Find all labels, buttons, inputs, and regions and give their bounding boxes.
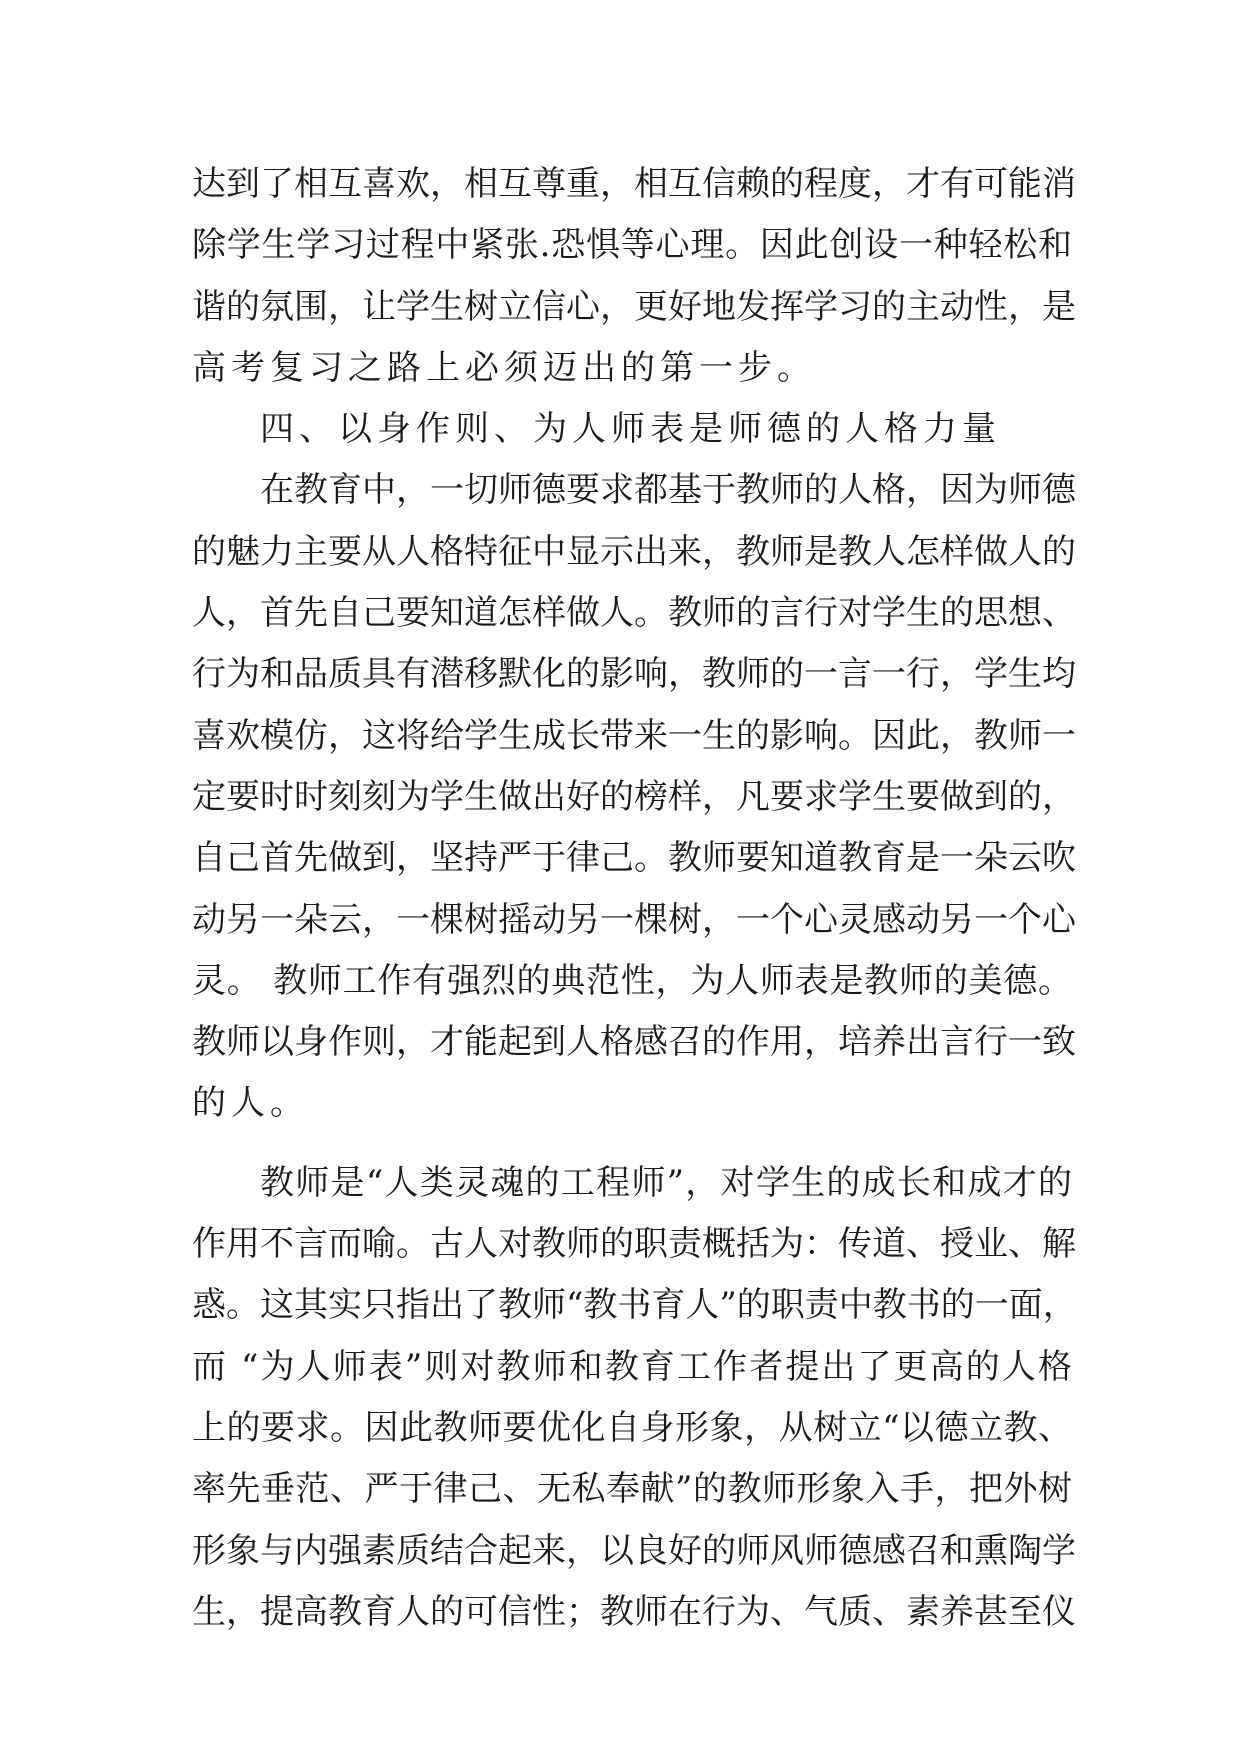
text-line: 的魅力主要从人格特征中显示出来，教师是教人怎样做人的	[192, 531, 1076, 572]
text-line: 上的要求。因此教师要优化自身形象，从树立“以德立教、	[192, 1407, 1072, 1448]
text-line: 谐的氛围，让学生树立信心，更好地发挥学习的主动性，是	[192, 286, 1076, 327]
section-heading: 四、以身作则、为人师表是师德的人格力量	[260, 409, 1001, 450]
text-line: 率先垂范、严于律己、无私奉献”的教师形象入手，把外树	[192, 1469, 1072, 1510]
text-line: 在教育中，一切师德要求都基于教师的人格，因为师德	[260, 470, 1076, 511]
text-line: 形象与内强素质结合起来，以良好的师风师德感召和熏陶学	[192, 1530, 1076, 1571]
text-line: 作用不言而喻。古人对教师的职责概括为：传道、授业、解	[192, 1224, 1076, 1265]
text-line: 喜欢模仿，这将给学生成长带来一生的影响。因此，教师一	[192, 715, 1076, 756]
text-line: 教师是“人类灵魂的工程师”，对学生的成长和成才的	[260, 1162, 1072, 1203]
text-line: 灵。 教师工作有强烈的典范性，为人师表是教师的美德。	[192, 960, 1072, 1001]
text-line: 的人。	[192, 1083, 309, 1124]
text-line: 定要时时刻刻为学生做出好的榜样，凡要求学生要做到的，	[192, 776, 1076, 817]
text-line: 生，提高教育人的可信性；教师在行为、气质、素养甚至仪	[192, 1591, 1076, 1632]
text-line: 行为和品质具有潜移默化的影响，教师的一言一行，学生均	[192, 654, 1076, 695]
text-line: 达到了相互喜欢，相互尊重，相互信赖的程度，才有可能消	[192, 164, 1076, 204]
text-line: 自己首先做到，坚持严于律己。教师要知道教育是一朵云吹	[192, 838, 1076, 879]
text-line: 教师以身作则，才能起到人格感召的作用，培养出言行一致	[192, 1022, 1076, 1063]
text-line: 高考复习之路上必须迈出的第一步。	[192, 347, 816, 388]
text-line: 惑。这其实只指出了教师“教书育人”的职责中教书的一面，	[192, 1285, 1077, 1326]
paragraph-gap	[192, 1135, 1072, 1153]
text-line: 人，首先自己要知道怎样做人。教师的言行对学生的思想、	[192, 593, 1076, 634]
text-line: 而 “为人师表”则对教师和教育工作者提出了更高的人格	[192, 1346, 1072, 1387]
text-line: 动另一朵云，一棵树摇动另一棵树，一个心灵感动另一个心	[192, 899, 1076, 940]
text-line: 除学生学习过程中紧张.恐惧等心理。因此创设一种轻松和	[192, 225, 1072, 266]
body-text	[192, 154, 1077, 1643]
